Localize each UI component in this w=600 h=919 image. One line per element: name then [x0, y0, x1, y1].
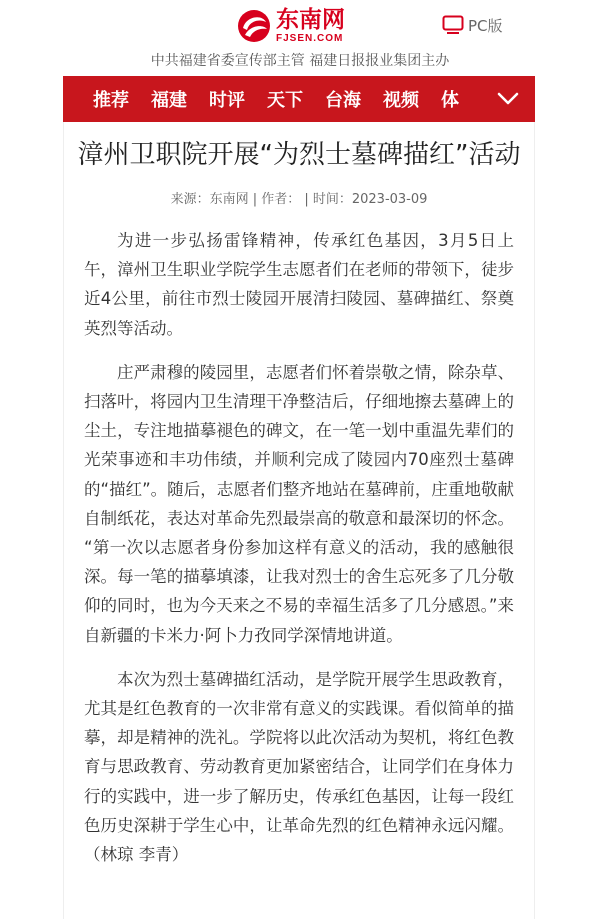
nav-item-world[interactable]: 天下	[267, 90, 303, 111]
logo-mark-icon	[236, 8, 272, 44]
nav-more-button[interactable]	[481, 76, 535, 122]
nav-item-taiwan-strait[interactable]: 台海	[325, 90, 361, 111]
article-paragraph: 为进一步弘扬雷锋精神，传承红色基因，3月5日上午，漳州卫生职业学院学生志愿者们在老师的带领下，徒步近4公里，前往市烈士陵园开展清扫陵园、墓碑描红、祭奠英烈等活动。	[84, 231, 514, 338]
article	[63, 122, 535, 919]
main-nav	[63, 76, 535, 122]
article-body	[64, 210, 534, 869]
nav-item-commentary[interactable]: 时评	[209, 90, 245, 111]
chevron-down-icon	[497, 92, 519, 106]
article-paragraph: 本次为烈士墓碑描红活动，是学院开展学生思政教育，尤其是红色教育的一次非常有意义的实践课。看似简单的描摹，却是精神的洗礼。学院将以此次活动为契机，将红色教育与思政教育、劳动教育更加紧密结合，让同学们在身体力行的实践中，进一步了解历史，传承红色基因，让每一段红色历史深耕于学生心中，让革命先烈的红色精神永远闪耀。（林琼 李青）	[84, 669, 514, 865]
nav-item-fujian[interactable]: 福建	[151, 90, 187, 111]
nav-item-recommend[interactable]: 推荐	[93, 90, 129, 111]
site-logo[interactable]	[236, 6, 345, 46]
logo-chinese-text: 东南网	[276, 6, 345, 33]
nav-item-video[interactable]: 视频	[383, 90, 419, 111]
site-subtitle: 中共福建省委宣传部主管 福建日报报业集团主办	[150, 53, 450, 69]
article-meta: 来源：东南网 | 作者： | 时间：2023-03-09	[170, 192, 428, 207]
nav-item-partial[interactable]: 体	[441, 90, 459, 111]
pc-version-link[interactable]	[442, 14, 503, 36]
site-header	[0, 0, 600, 48]
monitor-icon	[442, 15, 464, 35]
pc-version-label: PC版	[468, 16, 503, 35]
article-title: 漳州卫职院开展“为烈士墓碑描红”活动	[77, 140, 521, 170]
logo-english-text: FJSEN.COM	[276, 32, 344, 44]
article-paragraph: 庄严肃穆的陵园里，志愿者们怀着崇敬之情，除杂草、扫落叶，将园内卫生清理干净整洁后，仔细地擦去墓碑上的尘土，专注地描摹褪色的碑文，在一笔一划中重温先辈们的光荣事迹和丰功伟绩，并顺利完成了陵园内70座烈士墓碑的“描红”。随后，志愿者们整齐地站在墓碑前，庄重地敬献自制纸花，表达对革命先烈最崇高的敬意和最深切的怀念。 “第一次以志愿者身份参加这样有意义的活动，我的感触很深。每一笔的描摹填漆，让我对烈士的舍生忘死多了几分敬仰的同时，也为今天来之不易的幸福生活多了几分感恩。”来自新疆的卡米力·阿卜力孜同学深情地讲道。	[84, 362, 514, 645]
